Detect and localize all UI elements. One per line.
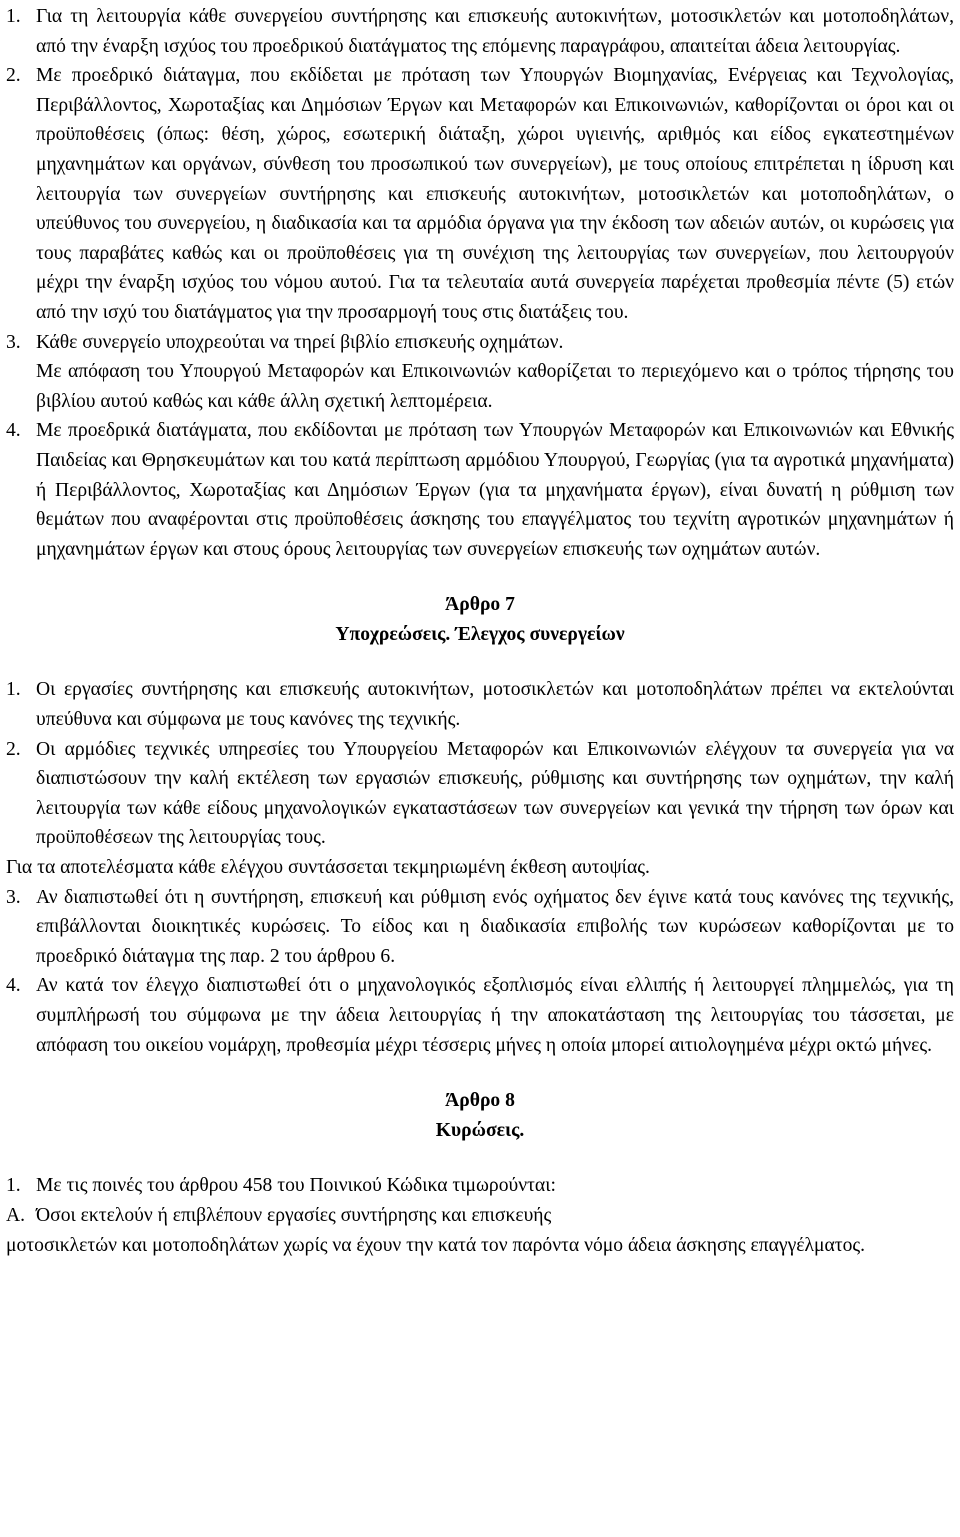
item-number: 2. <box>6 65 21 87</box>
list-item <box>6 883 954 972</box>
item-paragraph: Με προεδρικό διάταγμα, που εκδίδεται με πρόταση των Υπουργών Βιομηχανίας, Ενέργειας και Τεχνολογίας, Περιβάλλοντος, Χωροταξίας και Δημόσιων Έργων και Μεταφορών και Επικοινωνιών, καθορίζονται οι όροι και οι προϋποθέσεις (όπως: θέση, χώρος, εσωτερική διάταξη, χώροι υγιεινής, αριθμός και είδος εγκατεστημένων μηχανημάτων και οργάνων, σύνθεση του προσωπικού των συνεργείων), με τους οποίους επιτρέπεται η ίδρυση και λειτουργία των συνεργείων συντήρησης και επισκευής αυτοκινήτων, μοτοσικλετών και μοτοποδηλάτων, ο υπεύθυνος του συνεργείου, η διαδικασία και τα αρμόδια όργανα για την έκδοση των αδειών αυτών, οι κυρώσεις για τους παραβάτες καθώς και οι προϋποθέσεις για τη συνέχιση της λειτουργίας των συνεργείων, που λειτουργούν μέχρι την έναρξη ισχύος του νόμου αυτού. Για τα τελευταία αυτά συνεργεία παρέχεται προθεσμία πέντε (5) ετών από την ισχύ του διατάγματος για την προσαρμογή τους στις διατάξεις του. <box>36 65 954 323</box>
article6-items <box>6 2 954 564</box>
item-number: 3. <box>6 331 21 353</box>
list-item <box>6 328 954 417</box>
plain-paragraph: Για τα αποτελέσματα κάθε ελέγχου συντάσσεται τεκμηριωμένη έκθεση αυτοψίας. <box>6 857 650 879</box>
article8-items <box>6 1171 954 1260</box>
list-item <box>6 416 954 564</box>
item-number: 1. <box>6 679 21 701</box>
item-paragraph: Όσοι εκτελούν ή επιβλέπουν εργασίες συντήρησης και επισκευής <box>36 1204 552 1226</box>
item-number: 1. <box>6 6 21 27</box>
list-item <box>6 61 954 327</box>
item-number: 3. <box>6 886 21 908</box>
item-paragraph: Με προεδρικά διατάγματα, που εκδίδονται με πρόταση των Υπουργών Μεταφορών και Επικοινωνιών και Εθνικής Παιδείας και Θρησκευμάτων και του κατά περίπτωση αρμόδιου Υπουργού, Γεωργίας (για τα αγροτικά μηχανήματα) ή Περιβάλλοντος, Χωροταξίας και Δημόσιων Έργων (για τα μηχανήματα έργων), είναι δυνατή η ρύθμιση των θεμάτων που αναφέρονται στις προϋποθέσεις άσκησης του επαγγέλματος του τεχνίτη αγροτικών μηχανημάτων ή μηχανημάτων έργων και στους όρους λειτουργίας των συνεργείων επισκευής των οχημάτων αυτών. <box>36 420 954 560</box>
list-item <box>6 1201 954 1231</box>
item-number: 2. <box>6 738 21 760</box>
item-number: 4. <box>6 420 21 442</box>
item-paragraph: Οι αρμόδιες τεχνικές υπηρεσίες του Υπουργείου Μεταφορών και Επικοινωνιών ελέγχουν τα συνεργεία για να διαπιστώσουν την καλή εκτέλεση των εργασιών επισκευής, ρύθμισης και συντήρησης των οχημάτων, την καλή λειτουργία των κάθε είδους μηχανολογικών εγκαταστάσεων των συνεργείων και γενικά την τήρηση των όρων και προϋποθέσεων της λειτουργίας τους. <box>36 738 954 849</box>
item-paragraph: Αν κατά τον έλεγχο διαπιστωθεί ότι ο μηχανολογικός εξοπλισμός είναι ελλιπής ή λειτουργεί πλημμελώς, για τη συμπλήρωσή του σύμφωνα με την άδεια λειτουργίας ή την αποκατάσταση της λειτουργίας του τάσσεται, με απόφαση του οικείου νομάρχη, προθεσμία μέχρι τέσσερις μήνες η οποία μπορεί αιτιολογημένα μέχρι οκτώ μήνες. <box>36 975 954 1056</box>
plain-paragraph: μοτοσικλετών και μοτοποδηλάτων χωρίς να έχουν την κατά τον παρόντα νόμο άδεια άσκησης επαγγέλματος. <box>6 1234 866 1256</box>
item-paragraph: Κάθε συνεργείο υποχρεούται να τηρεί βιβλίο επισκευής οχημάτων. <box>36 331 564 353</box>
item-number: 1. <box>6 1175 21 1197</box>
item-number: 4. <box>6 975 21 997</box>
item-paragraph: Με απόφαση του Υπουργού Μεταφορών και Επικοινωνιών καθορίζεται το περιεχόμενο και ο τρόπος τήρησης του βιβλίου αυτού καθώς και κάθε άλλη σχετική λεπτομέρεια. <box>36 361 954 412</box>
article-subheading: Κυρώσεις. <box>435 1119 525 1141</box>
article-heading: Άρθρο 8 <box>445 1090 515 1112</box>
item-paragraph: Για τη λειτουργία κάθε συνεργείου συντήρησης και επισκευής αυτοκινήτων, μοτοσικλετών και μοτοποδηλάτων, από την έναρξη ισχύος του προεδρικού διατάγματος της επόμενης παραγράφου, απαιτείται άδεια λειτουργίας. <box>36 6 954 57</box>
list-item <box>6 675 954 734</box>
article7-items <box>6 675 954 1060</box>
article-subheading: Υποχρεώσεις. Έλεγχος συνεργείων <box>335 623 625 645</box>
list-item <box>6 735 954 853</box>
list-item <box>6 2 954 61</box>
list-item <box>6 971 954 1060</box>
item-paragraph: Οι εργασίες συντήρησης και επισκευής αυτοκινήτων, μοτοσικλετών και μοτοποδηλάτων πρέπει να εκτελούνται υπεύθυνα και σύμφωνα με τους κανόνες της τεχνικής. <box>36 679 954 731</box>
article-heading: Άρθρο 7 <box>445 594 515 616</box>
item-paragraph: Με τις ποινές του άρθρου 458 του Ποινικού Κώδικα τιμωρούνται: <box>36 1175 556 1197</box>
item-paragraph: Αν διαπιστωθεί ότι η συντήρηση, επισκευή και ρύθμιση ενός οχήματος δεν έγινε κατά τους κανόνες της τεχνικής, επιβάλλονται διοικητικές κυρώσεις. Το είδος και η διαδικασία επιβολής των κυρώσεων καθορίζονται με το προεδρικό διάταγμα της παρ. 2 του άρθρου 6. <box>36 886 954 967</box>
list-item <box>6 1171 954 1201</box>
item-letter: Α. <box>6 1204 26 1226</box>
